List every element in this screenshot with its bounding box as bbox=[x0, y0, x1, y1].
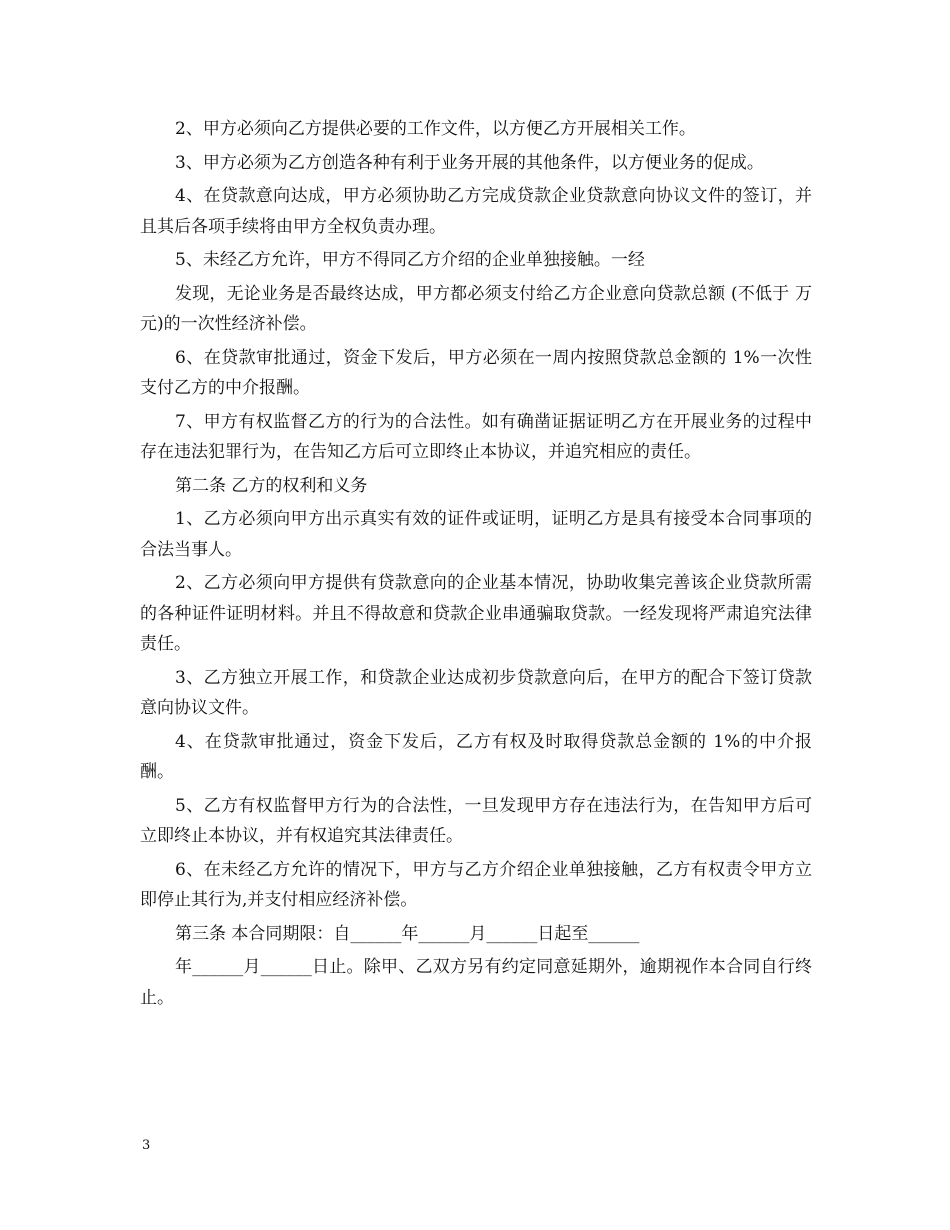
paragraph: 6、在贷款审批通过，资金下发后，甲方必须在一周内按照贷款总金额的 1%一次性支付乙方的中介报酬。 bbox=[140, 347, 812, 398]
paragraph: 6、在未经乙方允许的情况下，甲方与乙方介绍企业单独接触，乙方有权责令甲方立即停止其行为,并支付相应经济补偿。 bbox=[140, 859, 812, 910]
paragraph: 1、乙方必须向甲方出示真实有效的证件或证明，证明乙方是具有接受本合同事项的合法当事人。 bbox=[140, 509, 812, 560]
paragraph: 2、甲方必须向乙方提供必要的工作文件，以方便乙方开展相关工作。 bbox=[175, 119, 696, 139]
paragraph: 4、在贷款意向达成，甲方必须协助乙方完成贷款企业贷款意向协议文件的签订，并且其后各项手续将由甲方全权负责办理。 bbox=[140, 186, 812, 237]
page-number: 3 bbox=[142, 1138, 151, 1153]
paragraph: 4、在贷款审批通过，资金下发后，乙方有权及时取得贷款总金额的 1%的中介报酬。 bbox=[140, 731, 812, 782]
paragraph: 7、甲方有权监督乙方的行为的合法性。如有确凿证据证明乙方在开展业务的过程中存在违法犯罪行为，在告知乙方后可立即终止本协议，并追究相应的责任。 bbox=[140, 411, 812, 462]
paragraph: 5、未经乙方允许，甲方不得同乙方介绍的企业单独接触。一经 bbox=[175, 250, 645, 270]
paragraph: 3、乙方独立开展工作，和贷款企业达成初步贷款意向后，在甲方的配合下签订贷款意向协议文件。 bbox=[140, 667, 812, 718]
paragraph: 5、乙方有权监督甲方行为的合法性，一旦发现甲方存在违法行为，在告知甲方后可立即终止本协议，并有权追究其法律责任。 bbox=[140, 795, 812, 846]
paragraph: 3、甲方必须为乙方创造各种有利于业务开展的其他条件，以方便业务的促成。 bbox=[175, 152, 764, 173]
section-heading: 第三条 本合同期限：自______年______月______日起至______ bbox=[175, 923, 640, 944]
section-heading: 第二条 乙方的权利和义务 bbox=[175, 475, 368, 496]
paragraph: 发现，无论业务是否最终达成，甲方都必须支付给乙方企业意向贷款总额 (不低于 万元)的一次性经济补偿。 bbox=[140, 283, 812, 334]
paragraph: 年______月______日止。除甲、乙双方另有约定同意延期外，逾期视作本合同自行终止。 bbox=[140, 957, 812, 1008]
contract-body bbox=[140, 114, 812, 1016]
paragraph: 2、乙方必须向甲方提供有贷款意向的企业基本情况，协助收集完善该企业贷款所需的各种证件证明材料。并且不得故意和贷款企业串通骗取贷款。一经发现将严肃追究法律责任。 bbox=[140, 573, 812, 654]
